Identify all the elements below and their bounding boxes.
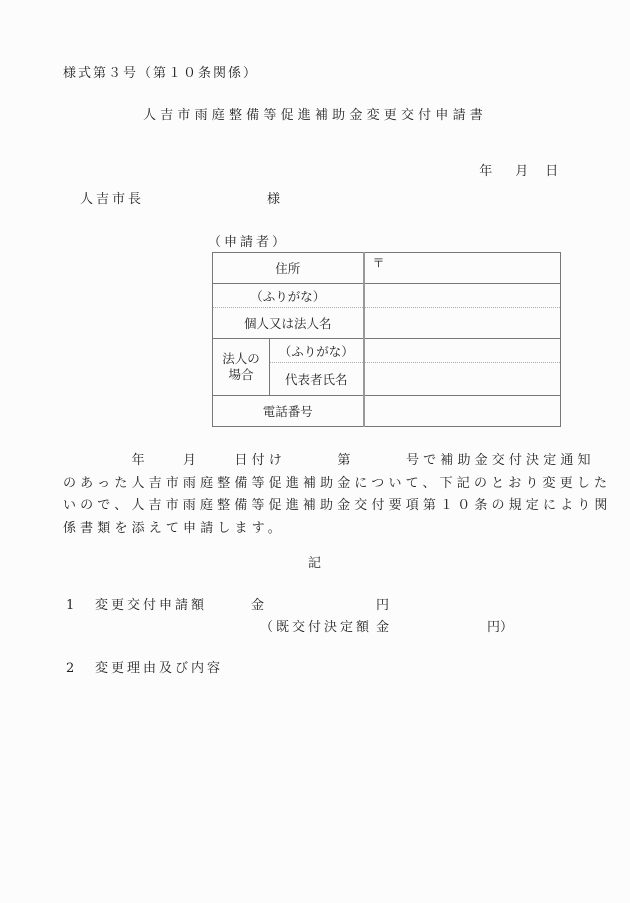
table-row-address: [213, 253, 561, 284]
item-1-number: 1: [66, 598, 75, 613]
phone-field[interactable]: [364, 396, 561, 427]
addressee-honorific: 様: [267, 192, 281, 207]
representative-name-label: 代表者氏名: [270, 363, 364, 396]
applicant-section-label: （申請者）: [208, 235, 289, 250]
furigana-field[interactable]: [364, 284, 561, 308]
item-2-label: 変更理由及び内容: [95, 661, 224, 676]
item-1-previous-currency-suffix: 円）: [487, 620, 514, 635]
item-1-label: 変更交付申請額: [95, 598, 208, 613]
corporation-group-label: [213, 339, 270, 396]
body-line: いので、人吉市雨庭整備等促進補助金交付要項第１０条の規定により関: [63, 498, 612, 513]
document-title: 人吉市雨庭整備等促進補助金変更交付申請書: [142, 108, 487, 123]
corp-furigana-field[interactable]: [364, 339, 561, 363]
corporation-group-label-line1: 法人の: [222, 351, 260, 367]
body-line: 年 月 日付け 第 号で補助金交付決定通知: [63, 453, 595, 468]
table-row-applicant-name: [213, 308, 561, 339]
postal-mark-icon: 〒: [372, 256, 385, 270]
date-month-label: 月: [515, 164, 529, 179]
body-paragraph: [63, 450, 612, 540]
address-field[interactable]: [364, 253, 561, 284]
date-line: [471, 152, 558, 178]
corp-furigana-label: （ふりがな）: [270, 339, 364, 363]
addressee-name: 人吉市長: [80, 192, 145, 207]
body-line: 係書類を添えて申請します。: [63, 520, 285, 536]
corporation-group-label-line2: 場合: [228, 367, 254, 382]
applicant-name-field[interactable]: [364, 308, 561, 339]
item-1-previous-amount-label: （既交付決定額: [260, 620, 373, 635]
item-1-previous-currency-prefix: 金: [376, 620, 390, 635]
item-2-number: 2: [66, 661, 75, 676]
ki-heading: 記: [308, 556, 322, 571]
furigana-label: （ふりがな）: [213, 284, 364, 308]
applicant-table: [212, 252, 561, 427]
representative-name-field[interactable]: [364, 363, 561, 396]
date-day-label: 日: [545, 164, 559, 179]
item-1-currency-suffix: 円: [376, 598, 390, 613]
phone-label: 電話番号: [213, 396, 364, 427]
date-year-label: 年: [479, 164, 493, 179]
table-row-corp-furigana: [213, 339, 561, 363]
table-row-phone: [213, 396, 561, 427]
address-label: 住所: [213, 253, 364, 284]
applicant-name-label: 個人又は法人名: [213, 308, 364, 339]
item-1-currency-prefix: 金: [251, 598, 265, 613]
table-row-furigana: [213, 284, 561, 308]
body-line: のあった人吉市雨庭整備等促進補助金について、下記のとおり変更した: [63, 475, 612, 491]
form-number: 様式第３号（第１０条関係）: [63, 66, 259, 81]
